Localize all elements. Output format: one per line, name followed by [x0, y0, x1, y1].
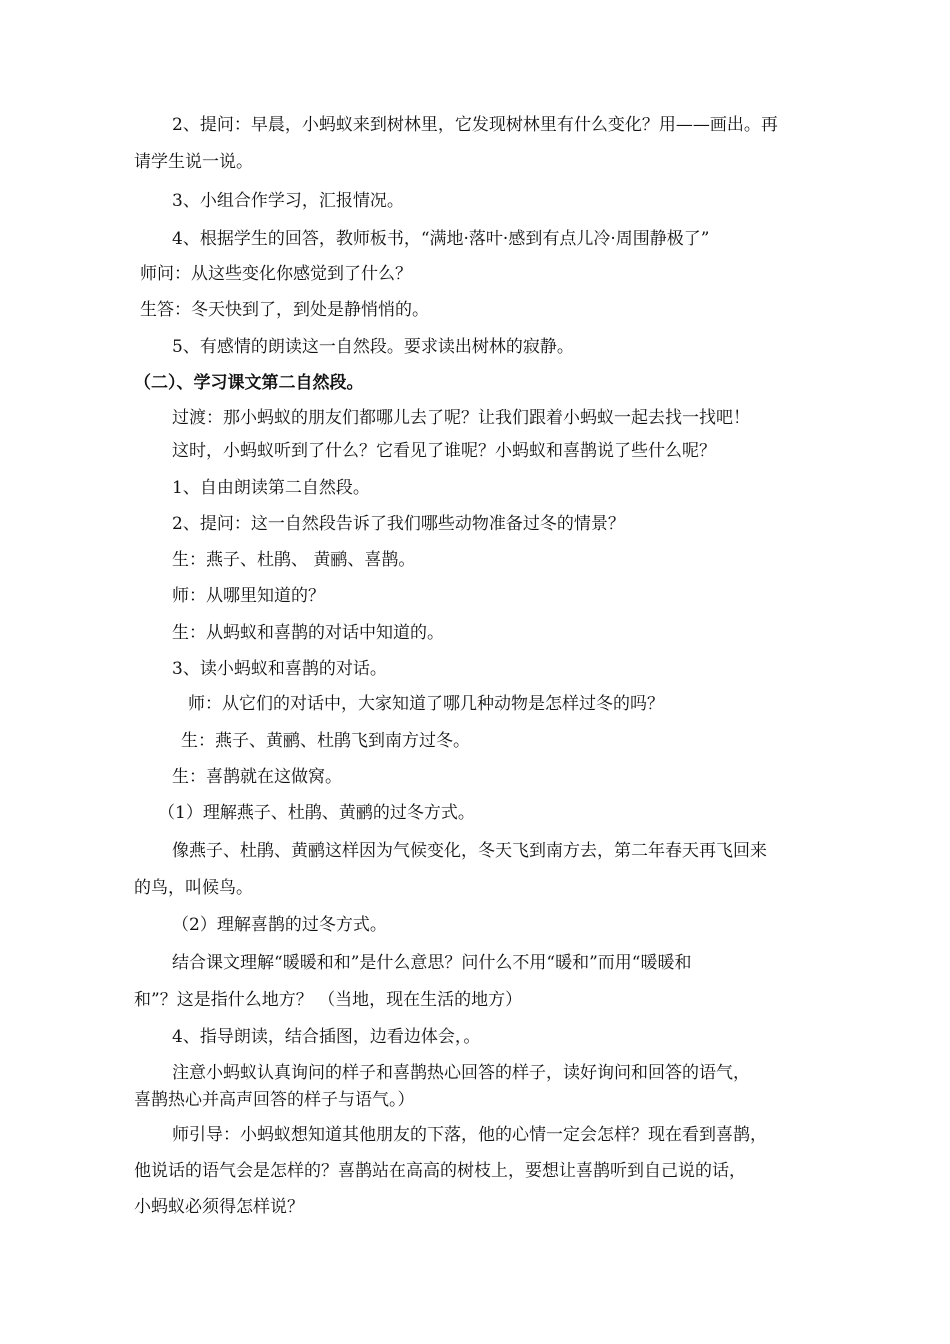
- paragraph-line-4: 4、根据学生的回答，教师板书，“满地·落叶·感到有点儿冷·周围静极了”: [172, 229, 710, 249]
- paragraph-line-10: 这时，小蚂蚁听到了什么？它看见了谁呢？小蚂蚁和喜鹊说了些什么呢？: [172, 441, 716, 461]
- paragraph-line-26: 4、指导朗读，结合插图，边看边体会，。: [172, 1027, 481, 1047]
- paragraph-line-2: 请学生说一说。: [134, 152, 253, 172]
- paragraph-line-25: 和”？这是指什么地方？ （当地，现在生活的地方）: [134, 990, 523, 1010]
- paragraph-line-22: 的鸟，叫候鸟。: [134, 878, 253, 898]
- paragraph-line-29: 师引导：小蚂蚁想知道其他朋友的下落，他的心情一定会怎样？现在看到喜鹊，: [172, 1125, 767, 1145]
- paragraph-line-18: 生：燕子、黄鹂、杜鹃飞到南方过冬。: [181, 731, 470, 751]
- paragraph-line-5: 师问：从这些变化你感觉到了什么？: [140, 264, 412, 284]
- section-heading: （二）、学习课文第二自然段。: [134, 373, 364, 393]
- paragraph-line-15: 生：从蚂蚁和喜鹊的对话中知道的。: [172, 623, 444, 643]
- paragraph-line-19: 生：喜鹊就在这做窝。: [172, 767, 342, 787]
- paragraph-line-31: 小蚂蚁必须得怎样说？: [134, 1197, 304, 1217]
- paragraph-line-6: 生答：冬天快到了，到处是静悄悄的。: [140, 300, 429, 320]
- paragraph-line-3: 3、小组合作学习，汇报情况。: [172, 191, 404, 211]
- paragraph-line-28: 喜鹊热心并高声回答的样子与语气。）: [134, 1090, 415, 1110]
- paragraph-line-21: 像燕子、杜鹃、黄鹂这样因为气候变化，冬天飞到南方去，第二年春天再飞回来: [172, 841, 767, 861]
- paragraph-line-12: 2、提问：这一自然段告诉了我们哪些动物准备过冬的情景？: [172, 514, 625, 534]
- paragraph-line-1: 2、提问：早晨，小蚂蚁来到树林里，它发现树林里有什么变化？用——画出。再: [172, 115, 778, 135]
- paragraph-line-27: 注意小蚂蚁认真询问的样子和喜鹊热心回答的样子，读好询问和回答的语气，: [172, 1063, 750, 1083]
- paragraph-line-16: 3、读小蚂蚁和喜鹊的对话。: [172, 659, 387, 679]
- paragraph-line-7: 5、有感情的朗读这一自然段。要求读出树林的寂静。: [172, 337, 574, 357]
- paragraph-line-20: （1）理解燕子、杜鹃、黄鹂的过冬方式。: [158, 803, 475, 823]
- paragraph-line-14: 师：从哪里知道的？: [172, 586, 325, 606]
- paragraph-line-9: 过渡：那小蚂蚁的朋友们都哪儿去了呢？让我们跟着小蚂蚁一起去找一找吧！: [172, 408, 750, 428]
- paragraph-line-11: 1、自由朗读第二自然段。: [172, 478, 370, 498]
- paragraph-line-17: 师：从它们的对话中，大家知道了哪几种动物是怎样过冬的吗？: [188, 694, 664, 714]
- paragraph-line-23: （2）理解喜鹊的过冬方式。: [172, 915, 387, 935]
- paragraph-line-24: 结合课文理解“暖暖和和”是什么意思？问什么不用“暖和”而用“暖暖和: [172, 953, 692, 973]
- paragraph-line-13: 生：燕子、杜鹃、 黄鹂、喜鹊。: [172, 550, 416, 570]
- paragraph-line-30: 他说话的语气会是怎样的？喜鹊站在高高的树枝上，要想让喜鹊听到自己说的话，: [134, 1161, 746, 1181]
